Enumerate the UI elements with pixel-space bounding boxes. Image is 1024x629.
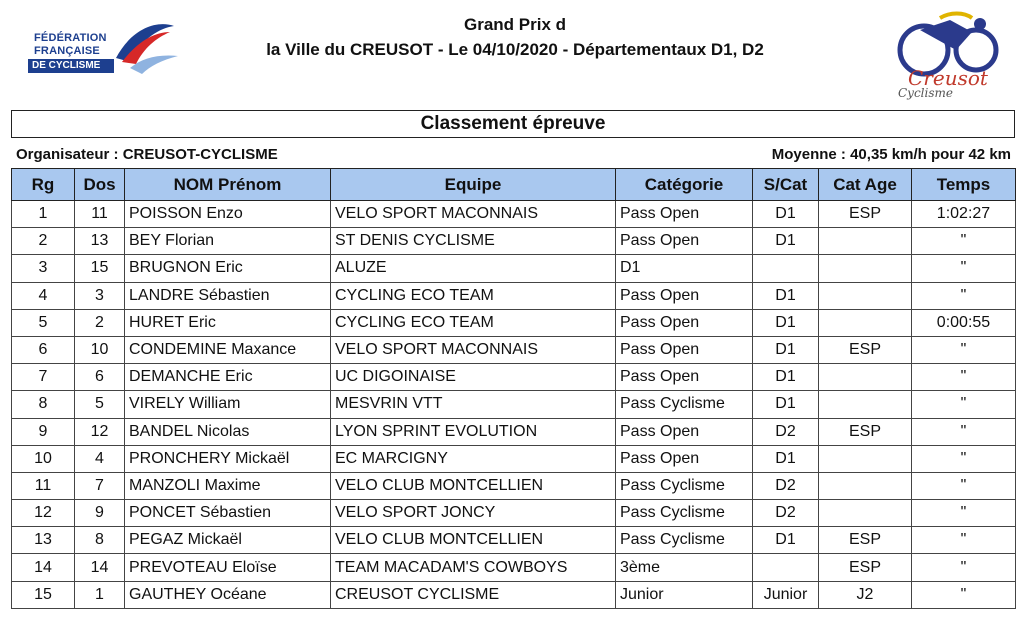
table-row [12, 391, 1016, 418]
cell-name: DEMANCHE Eric [125, 364, 331, 391]
cell-team: CYCLING ECO TEAM [331, 309, 616, 336]
cell-bib: 10 [75, 336, 125, 363]
cell-name: BRUGNON Eric [125, 255, 331, 282]
cell-rank: 6 [12, 336, 75, 363]
cell-age-category [819, 364, 912, 391]
page-title [160, 12, 870, 62]
table-row [12, 364, 1016, 391]
cell-time: " [912, 527, 1016, 554]
cell-age-category [819, 309, 912, 336]
cell-name: MANZOLI Maxime [125, 472, 331, 499]
cell-name: PRONCHERY Mickaël [125, 445, 331, 472]
cell-time: 1:02:27 [912, 201, 1016, 228]
cell-subcategory: D1 [753, 309, 819, 336]
table-row [12, 554, 1016, 581]
ffc-logo-line3: DE CYCLISME [28, 59, 114, 73]
cell-bib: 11 [75, 201, 125, 228]
title-line-2: la Ville du CREUSOT - Le 04/10/2020 - Départementaux D1, D2 [266, 40, 764, 59]
cell-age-category: J2 [819, 581, 912, 608]
cell-category: Pass Cyclisme [616, 472, 753, 499]
cell-subcategory: D2 [753, 472, 819, 499]
cell-name: GAUTHEY Océane [125, 581, 331, 608]
cell-bib: 15 [75, 255, 125, 282]
cell-rank: 9 [12, 418, 75, 445]
cell-time: " [912, 500, 1016, 527]
cell-bib: 1 [75, 581, 125, 608]
column-header-team: Equipe [331, 169, 616, 201]
cell-name: VIRELY William [125, 391, 331, 418]
cell-age-category: ESP [819, 336, 912, 363]
table-row [12, 336, 1016, 363]
cell-bib: 12 [75, 418, 125, 445]
table-row [12, 418, 1016, 445]
cell-subcategory: D1 [753, 282, 819, 309]
cell-rank: 11 [12, 472, 75, 499]
cell-time: " [912, 364, 1016, 391]
cell-time: " [912, 445, 1016, 472]
column-header-category: Catégorie [616, 169, 753, 201]
cell-age-category: ESP [819, 554, 912, 581]
cell-category: Pass Open [616, 228, 753, 255]
club-logo [880, 10, 1008, 106]
column-header-name: NOM Prénom [125, 169, 331, 201]
cell-time: " [912, 255, 1016, 282]
cell-time: " [912, 282, 1016, 309]
column-header-age-category: Cat Age [819, 169, 912, 201]
cell-team: CREUSOT CYCLISME [331, 581, 616, 608]
table-row [12, 228, 1016, 255]
cell-rank: 12 [12, 500, 75, 527]
cell-rank: 14 [12, 554, 75, 581]
cell-bib: 9 [75, 500, 125, 527]
cell-rank: 13 [12, 527, 75, 554]
ffc-logo [28, 18, 180, 80]
cell-time: " [912, 418, 1016, 445]
cell-category: Pass Cyclisme [616, 527, 753, 554]
cell-subcategory: Junior [753, 581, 819, 608]
table-row [12, 201, 1016, 228]
cell-subcategory: D2 [753, 500, 819, 527]
cell-rank: 15 [12, 581, 75, 608]
cell-team: TEAM MACADAM'S COWBOYS [331, 554, 616, 581]
cell-team: MESVRIN VTT [331, 391, 616, 418]
cell-rank: 8 [12, 391, 75, 418]
cell-name: BANDEL Nicolas [125, 418, 331, 445]
cell-subcategory: D1 [753, 336, 819, 363]
table-row [12, 581, 1016, 608]
table-row [12, 255, 1016, 282]
cell-category: 3ème [616, 554, 753, 581]
cell-time: " [912, 228, 1016, 255]
cell-subcategory [753, 554, 819, 581]
cell-category: Pass Open [616, 282, 753, 309]
cell-name: PONCET Sébastien [125, 500, 331, 527]
cell-subcategory [753, 255, 819, 282]
club-logo-line2: Cyclisme [898, 86, 953, 100]
cell-rank: 5 [12, 309, 75, 336]
cell-time: 0:00:55 [912, 309, 1016, 336]
cell-subcategory: D1 [753, 391, 819, 418]
cell-category: Pass Cyclisme [616, 500, 753, 527]
cell-age-category: ESP [819, 527, 912, 554]
cell-bib: 2 [75, 309, 125, 336]
cell-category: Pass Open [616, 364, 753, 391]
cell-team: LYON SPRINT EVOLUTION [331, 418, 616, 445]
cell-bib: 14 [75, 554, 125, 581]
cell-age-category [819, 472, 912, 499]
cell-team: VELO CLUB MONTCELLIEN [331, 472, 616, 499]
cell-age-category [819, 255, 912, 282]
cell-rank: 10 [12, 445, 75, 472]
cell-name: PEGAZ Mickaël [125, 527, 331, 554]
cell-name: PREVOTEAU Eloïse [125, 554, 331, 581]
cell-time: " [912, 472, 1016, 499]
cell-bib: 5 [75, 391, 125, 418]
club-logo-line1: Creusot [908, 66, 988, 90]
ffc-logo-line2: FRANÇAISE [34, 45, 100, 57]
cell-age-category [819, 282, 912, 309]
cell-name: CONDEMINE Maxance [125, 336, 331, 363]
cell-bib: 13 [75, 228, 125, 255]
cell-age-category [819, 228, 912, 255]
cell-category: Junior [616, 581, 753, 608]
cell-team: VELO SPORT MACONNAIS [331, 201, 616, 228]
cell-subcategory: D1 [753, 527, 819, 554]
cell-time: " [912, 391, 1016, 418]
table-header-row [12, 169, 1016, 201]
column-header-subcategory: S/Cat [753, 169, 819, 201]
ffc-logo-text [28, 24, 116, 71]
cell-name: LANDRE Sébastien [125, 282, 331, 309]
cell-team: ALUZE [331, 255, 616, 282]
cell-rank: 4 [12, 282, 75, 309]
cell-subcategory: D1 [753, 445, 819, 472]
column-header-bib: Dos [75, 169, 125, 201]
average-speed-label: Moyenne : 40,35 km/h pour 42 km [771, 146, 1011, 163]
cell-team: VELO CLUB MONTCELLIEN [331, 527, 616, 554]
cell-rank: 3 [12, 255, 75, 282]
table-body [12, 201, 1016, 609]
section-title: Classement épreuve [11, 110, 1015, 138]
table-row [12, 282, 1016, 309]
organiser-label: Organisateur : CREUSOT-CYCLISME [16, 146, 278, 163]
cell-team: UC DIGOINAISE [331, 364, 616, 391]
column-header-time: Temps [912, 169, 1016, 201]
cell-team: VELO SPORT JONCY [331, 500, 616, 527]
cell-time: " [912, 554, 1016, 581]
cell-category: Pass Open [616, 201, 753, 228]
cell-category: Pass Open [616, 336, 753, 363]
title-line-1: Grand Prix d [463, 15, 567, 34]
cell-rank: 7 [12, 364, 75, 391]
cell-subcategory: D1 [753, 364, 819, 391]
cell-category: Pass Open [616, 418, 753, 445]
cell-subcategory: D2 [753, 418, 819, 445]
cell-age-category [819, 445, 912, 472]
cell-subcategory: D1 [753, 201, 819, 228]
cell-bib: 3 [75, 282, 125, 309]
cell-bib: 7 [75, 472, 125, 499]
cell-name: HURET Eric [125, 309, 331, 336]
table-row [12, 309, 1016, 336]
cell-rank: 1 [12, 201, 75, 228]
table-row [12, 527, 1016, 554]
cell-age-category [819, 391, 912, 418]
page-header [0, 0, 1024, 108]
cell-bib: 6 [75, 364, 125, 391]
ffc-logo-line1: FÉDÉRATION [34, 32, 107, 44]
cell-category: Pass Cyclisme [616, 391, 753, 418]
cell-category: Pass Open [616, 309, 753, 336]
cell-time: " [912, 581, 1016, 608]
cell-age-category: ESP [819, 418, 912, 445]
cell-name: BEY Florian [125, 228, 331, 255]
cell-bib: 4 [75, 445, 125, 472]
cell-subcategory: D1 [753, 228, 819, 255]
cell-category: D1 [616, 255, 753, 282]
table-row [12, 500, 1016, 527]
cell-team: ST DENIS CYCLISME [331, 228, 616, 255]
cell-name: POISSON Enzo [125, 201, 331, 228]
cell-team: VELO SPORT MACONNAIS [331, 336, 616, 363]
cell-rank: 2 [12, 228, 75, 255]
table-row [12, 472, 1016, 499]
cell-time: " [912, 336, 1016, 363]
cell-team: CYCLING ECO TEAM [331, 282, 616, 309]
column-header-rank: Rg [12, 169, 75, 201]
results-table [11, 168, 1016, 609]
cell-age-category: ESP [819, 201, 912, 228]
cell-age-category [819, 500, 912, 527]
cell-bib: 8 [75, 527, 125, 554]
table-row [12, 445, 1016, 472]
cell-team: EC MARCIGNY [331, 445, 616, 472]
cell-category: Pass Open [616, 445, 753, 472]
